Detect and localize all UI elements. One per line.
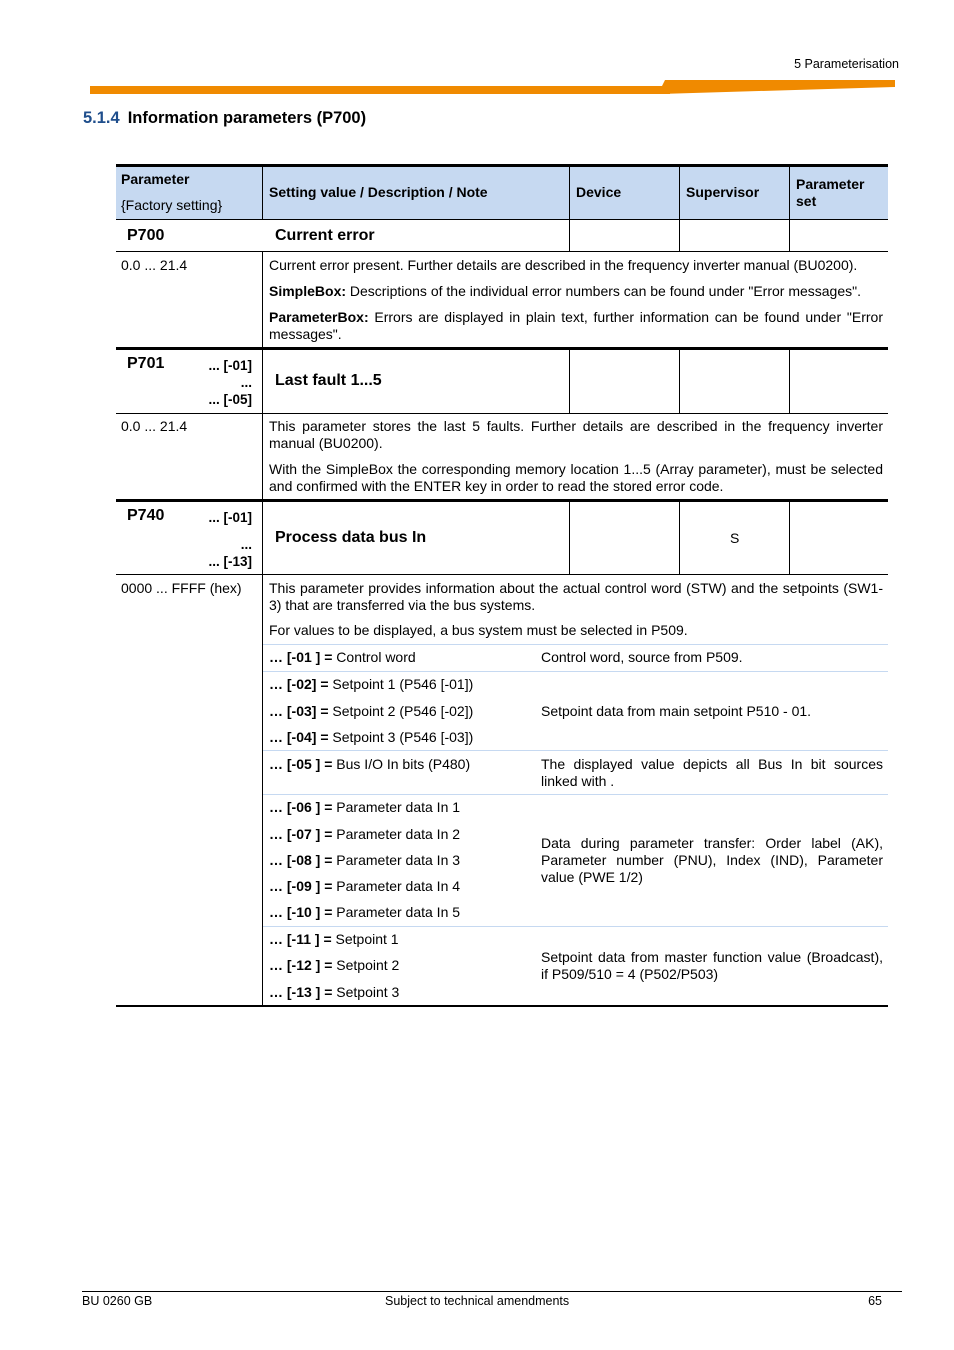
divider xyxy=(262,502,263,574)
divider xyxy=(789,166,790,220)
p740-row-13 xyxy=(269,984,399,1001)
array-value: Control word xyxy=(332,649,416,665)
p740-desc2: For values to be displayed, a bus system must be selected in P509. xyxy=(269,622,688,638)
th-parameter-set-line1: Parameter xyxy=(796,176,865,192)
footer-doc-id: BU 0260 GB xyxy=(82,1294,153,1308)
divider xyxy=(263,926,888,927)
p740-row-07 xyxy=(269,826,460,843)
array-value: Parameter data In 4 xyxy=(332,878,461,894)
array-index: … [-10 ] = xyxy=(269,904,333,920)
p740-row-10 xyxy=(269,904,460,921)
divider xyxy=(116,574,888,575)
th-parameter-set-line2: set xyxy=(796,193,817,209)
array-index: … [-07 ] = xyxy=(269,826,333,842)
divider xyxy=(116,251,888,252)
p740-row-09 xyxy=(269,878,460,895)
section-number: 5.1.4 xyxy=(83,109,120,127)
p700-desc2 xyxy=(269,283,883,300)
divider xyxy=(263,644,888,645)
array-value: Parameter data In 5 xyxy=(332,904,461,920)
section-title-text: Information parameters (P700) xyxy=(127,109,367,127)
divider xyxy=(569,166,570,220)
p701-desc2: With the SimpleBox the corresponding memory location 1...5 (Array parameter), must be selected and confirmed with the ENTER key in order to read the stored error code. xyxy=(269,461,883,494)
divider xyxy=(116,413,888,414)
divider xyxy=(679,166,680,220)
divider xyxy=(789,502,790,574)
p700-desc3-label: ParameterBox: xyxy=(269,309,369,325)
p700-desc2-label: SimpleBox: xyxy=(269,283,347,299)
divider xyxy=(262,350,263,413)
p740-note-control-word: Control word, source from P509. xyxy=(541,649,743,665)
array-index: … [-01 ] = xyxy=(269,649,333,665)
divider xyxy=(679,502,680,574)
p740-row-11 xyxy=(269,931,399,948)
array-index: … [-02] = xyxy=(269,676,329,692)
divider xyxy=(789,350,790,413)
divider xyxy=(263,671,888,672)
p740-row-01 xyxy=(269,649,416,666)
header-accent-bar xyxy=(90,80,895,94)
p700-desc3-text: Errors are displayed in plain text, further information can be found under "Error messages". xyxy=(269,309,883,342)
array-value: Parameter data In 1 xyxy=(332,799,461,815)
divider xyxy=(262,251,263,348)
p740-array-dots: ... xyxy=(240,537,252,552)
p740-note-broadcast: Setpoint data from master function value (Broadcast), if P509/510 = 4 (P502/P503) xyxy=(541,949,883,982)
array-index: … [-13 ] = xyxy=(269,984,333,1000)
p740-note-parameter-data: Data during parameter transfer: Order label (AK), Parameter number (PNU), Index (IND), Parameter value (PWE 1/2) xyxy=(541,835,883,885)
divider xyxy=(116,499,888,502)
p700-desc2-text: Descriptions of the individual error numbers can be found under "Error messages". xyxy=(346,283,861,299)
array-value: Parameter data In 3 xyxy=(332,852,461,868)
divider xyxy=(569,350,570,413)
table-bottom-border xyxy=(116,1005,888,1007)
array-index: … [-12 ] = xyxy=(269,957,333,973)
p740-row-04 xyxy=(269,729,473,746)
array-index: … [-03] = xyxy=(269,703,329,719)
array-index: … [-06 ] = xyxy=(269,799,333,815)
th-device: Device xyxy=(576,184,622,200)
p700-name: Current error xyxy=(275,227,375,244)
divider xyxy=(263,794,888,795)
p740-array-end: ... [-13] xyxy=(208,554,252,569)
p701-desc1: This parameter stores the last 5 faults. Further details are described in the frequency inverter manual (BU0200). xyxy=(269,418,883,451)
p701-array-start: ... [-01] xyxy=(208,358,252,373)
p740-supervisor: S xyxy=(730,530,740,546)
p701-name: Last fault 1...5 xyxy=(275,372,382,389)
p740-number: P740 xyxy=(127,507,165,524)
p740-note-setpoints: Setpoint data from main setpoint P510 - 01. xyxy=(541,703,812,719)
divider xyxy=(262,574,263,1005)
array-index: … [-11 ] = xyxy=(269,931,332,947)
array-value: Setpoint 3 xyxy=(332,984,400,1000)
p701-range: 0.0 ... 21.4 xyxy=(121,418,188,434)
p740-row-08 xyxy=(269,852,460,869)
p740-range: 0000 ... FFFF (hex) xyxy=(121,580,242,596)
array-value: Setpoint 2 xyxy=(332,957,400,973)
p740-note-bus-bits: The displayed value depicts all Bus In bit sources linked with . xyxy=(541,756,883,789)
p700-number: P700 xyxy=(127,227,165,244)
divider xyxy=(116,347,888,350)
array-value: Bus I/O In bits (P480) xyxy=(332,756,471,772)
p740-row-05 xyxy=(269,756,470,773)
th-supervisor: Supervisor xyxy=(686,184,760,200)
array-index: … [-05 ] = xyxy=(269,756,333,772)
p700-desc3 xyxy=(269,309,883,343)
p740-row-12 xyxy=(269,957,399,974)
footer-rule xyxy=(82,1291,902,1292)
divider xyxy=(263,750,888,751)
p701-array-dots: ... xyxy=(240,375,252,390)
p700-range: 0.0 ... 21.4 xyxy=(121,257,188,273)
array-value: Setpoint 2 (P546 [-02]) xyxy=(328,703,474,719)
array-index: … [-04] = xyxy=(269,729,329,745)
section-title xyxy=(83,109,366,128)
th-parameter: Parameter xyxy=(121,171,190,187)
divider xyxy=(679,220,680,251)
divider xyxy=(262,413,263,499)
array-index: … [-09 ] = xyxy=(269,878,333,894)
th-setting: Setting value / Description / Note xyxy=(269,184,488,200)
p740-row-02 xyxy=(269,676,473,693)
chapter-heading: 5 Parameterisation xyxy=(794,57,899,71)
p740-array-start: ... [-01] xyxy=(208,510,252,525)
divider xyxy=(789,220,790,251)
page-number: 65 xyxy=(868,1294,882,1308)
th-factory-setting: {Factory setting} xyxy=(121,197,223,213)
divider xyxy=(679,350,680,413)
array-value: Setpoint 1 (P546 [-01]) xyxy=(328,676,474,692)
p701-number: P701 xyxy=(127,355,165,372)
p740-row-06 xyxy=(269,799,460,816)
array-value: Setpoint 1 xyxy=(331,931,399,947)
p700-desc1: Current error present. Further details are described in the frequency inverter manual (BU0200). xyxy=(269,257,858,273)
divider xyxy=(262,166,263,220)
divider xyxy=(569,220,570,251)
array-index: … [-08 ] = xyxy=(269,852,333,868)
array-value: Parameter data In 2 xyxy=(332,826,461,842)
p740-name: Process data bus In xyxy=(275,529,427,546)
footer-notice: Subject to technical amendments xyxy=(385,1294,570,1308)
divider xyxy=(569,502,570,574)
p740-desc1: This parameter provides information about the actual control word (STW) and the setpoints (SW1-3) that are transferred via the bus systems. xyxy=(269,580,883,613)
p740-row-03 xyxy=(269,703,473,720)
table-header xyxy=(116,164,888,220)
array-value: Setpoint 3 (P546 [-03]) xyxy=(328,729,474,745)
p701-array-end: ... [-05] xyxy=(208,392,252,407)
